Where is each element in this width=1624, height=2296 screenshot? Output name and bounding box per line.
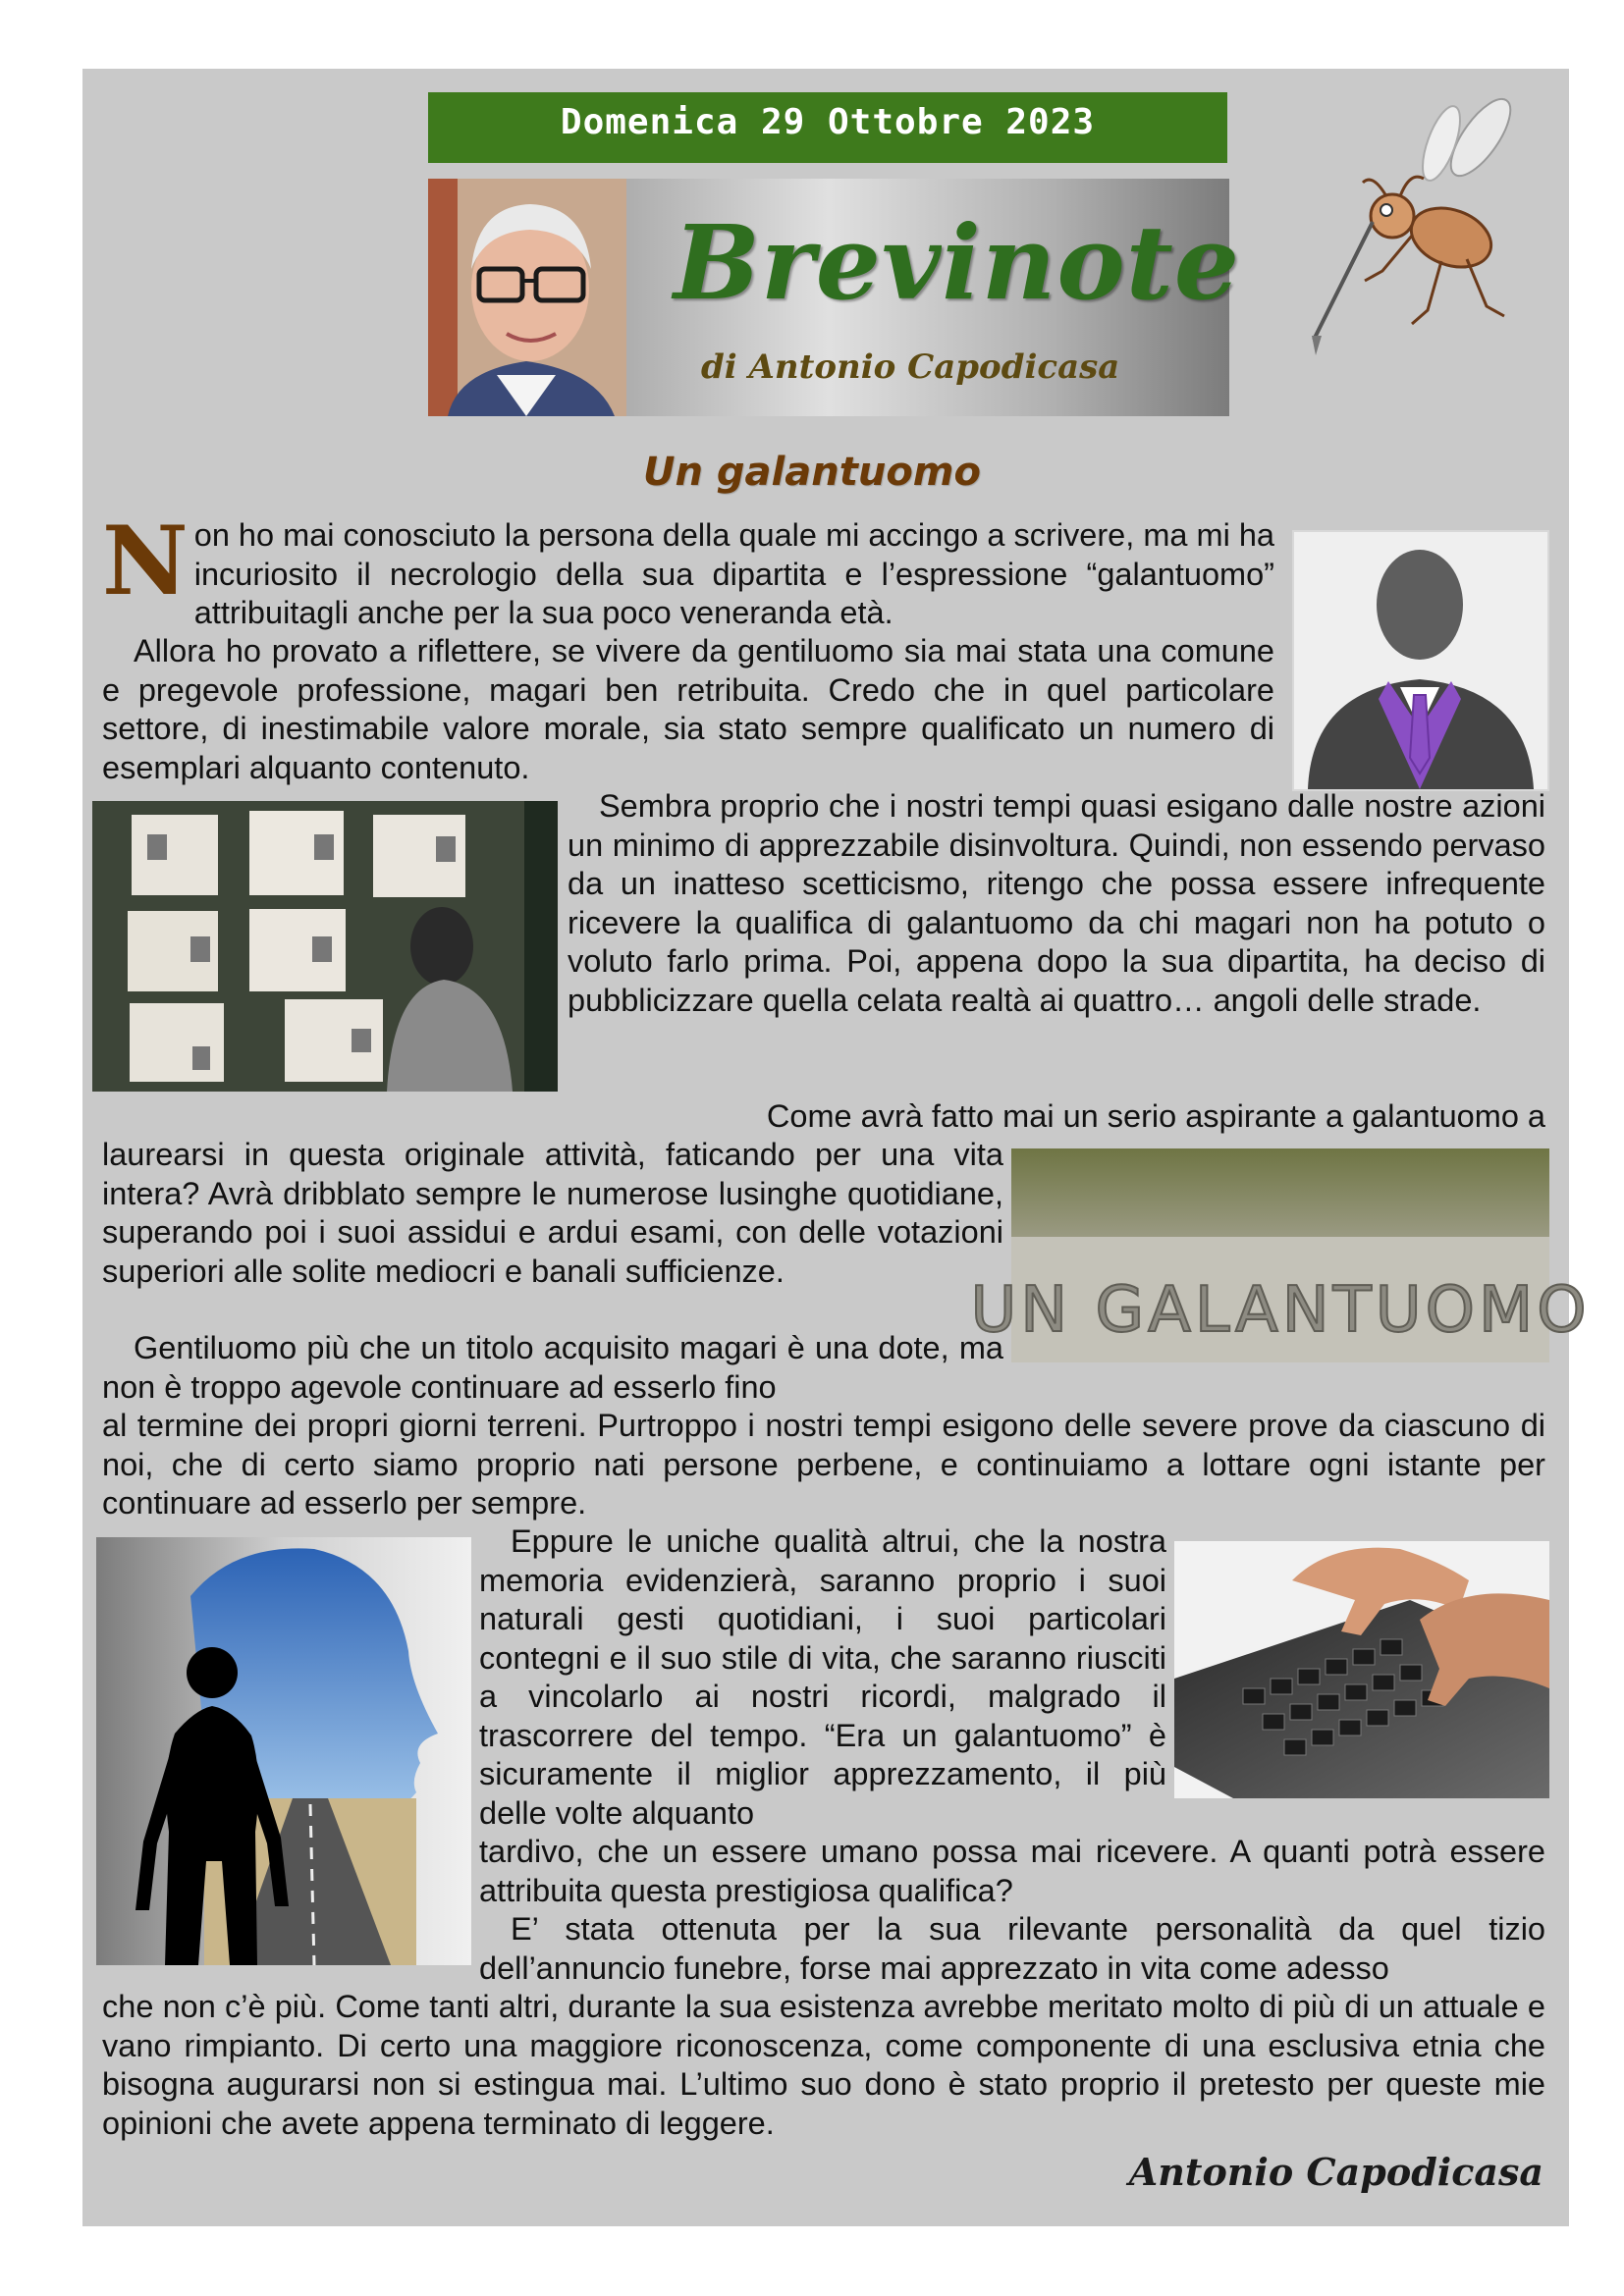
paragraph-5: al termine dei propri giorni terreni. Purtroppo i nostri tempi esigono delle severe prove da ciascuno di noi, che di certo siamo proprio nati persone perbene, e continuiamo a lottare ogni istante per continuare ad esserlo per sempre. [102, 1408, 1545, 1521]
article-title: Un galantuomo [643, 450, 981, 495]
paragraph-1 [102, 506, 1274, 633]
brand-byline: di Antonio Capodicasa [701, 347, 1120, 387]
paragraph-7-top: E’ stata ottenuta per la sua rilevante personalità da quel tizio dell’annuncio funebre, forse mai apprezzato in vita come adesso [479, 1911, 1545, 1986]
paragraph-1-text: on ho mai conosciuto la persona della quale mi accingo a scrivere, ma mi ha incuriosito il necrologio della sua dipartita e l’espressione “galantuomo” attribuitagli anche per la sua poco veneranda età. [193, 517, 1274, 630]
obituary-wall-image [92, 801, 558, 1092]
paragraph-4: laurearsi in questa originale attività, faticando per una vita intera? Avrà dribblato sempre le numerose lusinghe quotidiane, superando poi i suoi assidui e ardui esami, con delle votazioni superiori alle solite mediocri e banali sufficienze. [102, 1137, 1003, 1289]
author-signature: Antonio Capodicasa [1128, 2150, 1543, 2194]
head-silhouette-image [96, 1537, 471, 1965]
author-portrait [428, 179, 626, 416]
paragraph-6-end: tardivo, che un essere umano possa mai ricevere. A quanti potrà essere attribuita questa prestigiosa qualifica? [479, 1834, 1545, 1908]
drop-cap: N [102, 506, 189, 616]
paragraph-4-first-line: Come avrà fatto mai un serio aspirante a galantuomo a [766, 1098, 1545, 1134]
paragraph-3: Sembra proprio che i nostri tempi quasi esigano dalle nostre azioni un minimo di apprezzabile disinvoltura. Quindi, non essendo pervaso da un inatteso scetticismo, ritengo che possa essere infrequente ricevere la qualifica di galantuomo da chi magari non ha potuto o voluto farlo prima. Poi, appena dopo la sua dipartita, ha deciso di pubblicizzare quella celata realtà ai quattro… angoli delle strade. [568, 788, 1545, 1018]
mosquito-illustration [1294, 114, 1520, 369]
silhouette-image [1292, 530, 1549, 791]
engraving-image [970, 1148, 1591, 1362]
engraving-text: UN GALANTUOMO [970, 1274, 1591, 1347]
date-banner: Domenica 29 Ottobre 2023 [428, 92, 1227, 163]
paragraph-5-top: Gentiluomo più che un titolo acquisito magari è una dote, ma non è troppo agevole continuare ad esserlo fino [102, 1330, 1003, 1405]
paragraph-6: Eppure le uniche qualità altrui, che la nostra memoria evidenzierà, saranno proprio i suoi naturali gesti quotidiani, i suoi particolari contegni e il suo stile di vita, che saranno riusciti a vincolarlo ai nostri ricordi, malgrado il trascorrere del tempo. “Era un galantuomo” è sicuramente il miglior apprezzamento, il più delle volte alquanto [479, 1523, 1166, 1831]
masthead-banner [428, 179, 1240, 416]
brand-title: Brevinote [674, 202, 1240, 323]
keyboard-hands-image [1174, 1541, 1549, 1798]
paragraph-2: Allora ho provato a riflettere, se vivere da gentiluomo sia mai stata una comune e pregevole professione, magari ben retribuita. Credo che in quel particolare settore, di inestimabile valore morale, sia stato sempre qualificato un numero di esemplari alquanto contenuto. [102, 633, 1274, 785]
paragraph-7: che non c’è più. Come tanti altri, durante la sua esistenza avrebbe meritato molto di più di un attuale e vano rimpianto. Di certo una maggiore riconoscenza, come componente di una esclusiva etnia che bisogna augurarsi non si estingua mai. L’ultimo suo dono è stato proprio il pretesto per queste mie opinioni che avete appena terminato di leggere. [102, 1989, 1545, 2141]
